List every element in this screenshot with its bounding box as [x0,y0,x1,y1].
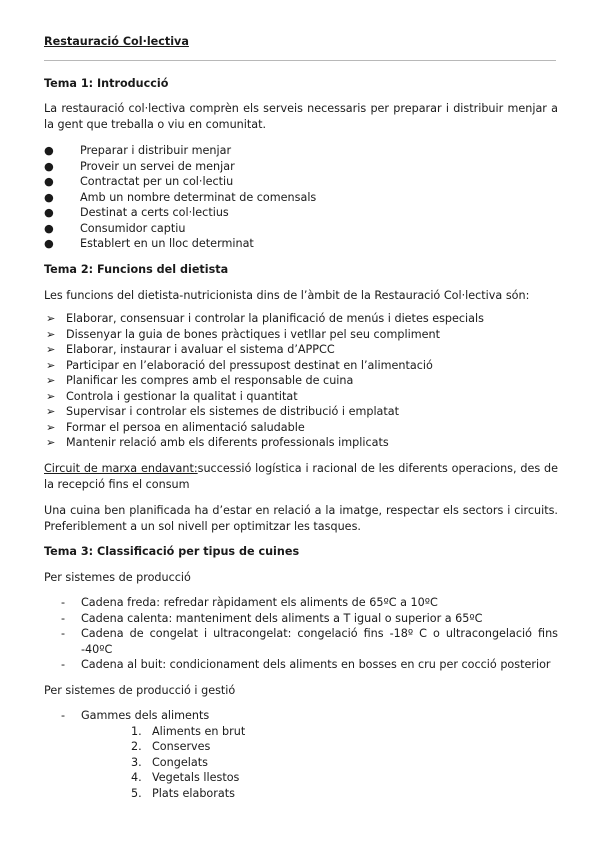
list-item: ● Preparar i distribuir menjar [44,144,232,157]
arrow-bullet-icon: ➢ [46,389,56,403]
tema2-list [44,311,559,451]
bullet-icon: ● [44,206,54,219]
arrow-bullet-icon: ➢ [46,420,56,434]
bullet-icon: ● [44,190,54,204]
list-item: ● Consumidor captiu [44,221,186,235]
list-item: - Gammes dels aliments [61,709,210,722]
list-item: ● Proveir un servei de menjar [44,159,235,173]
dash-bullet-icon: - [61,596,66,609]
list-item: ● Amb un nombre determinat de comensals [44,190,317,204]
header-divider [44,60,556,61]
tema3-subheading-production: Per sistemes de producció [44,571,191,584]
list-item: ● Contractat per un col·lectiu [44,175,234,188]
arrow-bullet-icon: ➢ [46,358,56,372]
tema1-intro: La restauració col·lectiva comprèn els serveis necessaris per preparar i distribuir menjar a la gent que treballa o viu en comunitat. [44,102,558,131]
tema1-list [44,143,559,252]
list-item: ➢ Formar el persoa en alimentació saludable [46,420,305,434]
gammes-list [44,708,559,801]
circuit-definition: successió logística i racional de les diferents operacions, des de la recepció fins el consum [44,462,558,491]
bullet-icon: ● [44,175,54,188]
arrow-bullet-icon: ➢ [46,312,56,325]
circuit-paragraph [44,461,558,492]
tema3-heading: Tema 3: Classificació per tipus de cuines [44,545,300,558]
list-item: 1. Aliments en brut [131,724,246,738]
document-title: Restauració Col·lectiva [44,35,189,48]
list-item: 5. Plats elaborats [131,786,235,800]
list-item: ➢ Participar en l’elaboració del pressupost destinat en l’alimentació [46,358,433,372]
arrow-bullet-icon: ➢ [46,436,56,449]
dash-bullet-icon: - [61,611,66,625]
tema2-heading: Tema 2: Funcions del dietista [44,263,229,276]
list-item: - Cadena calenta: manteniment dels aliments a T igual o superior a 65ºC [61,611,483,625]
list-item: ➢ Mantenir relació amb els diferents professionals implicats [46,436,389,449]
list-item: ➢ Controla i gestionar la qualitat i quantitat [46,389,298,403]
bullet-icon: ● [44,144,54,157]
arrow-bullet-icon: ➢ [46,327,56,341]
tema2-intro: Les funcions del dietista-nutricionista dins de l’àmbit de la Restauració Col·lectiva són: [44,289,530,302]
list-item: ➢ Dissenyar la guia de bones pràctiques i vetllar pel seu compliment [46,327,440,341]
bullet-icon: ● [44,237,54,250]
arrow-bullet-icon: ➢ [46,374,56,387]
tema3-subheading-management: Per sistemes de producció i gestió [44,684,236,697]
list-item: - Cadena de congelat i ultracongelat: congelació fins -18º C o ultracongelació fins -40ºC [61,627,558,656]
production-list [44,595,559,673]
list-item: ➢ Planificar les compres amb el responsable de cuina [46,374,354,387]
list-item: 3. Congelats [131,755,208,769]
arrow-bullet-icon: ➢ [46,343,56,356]
bullet-icon: ● [44,159,54,173]
list-item: ● Destinat a certs col·lectius [44,206,229,219]
list-item: ➢ Elaborar, consensuar i controlar la planificació de menús i dietes especials [46,312,484,325]
list-item: - Cadena freda: refredar ràpidament els aliments de 65ºC a 10ºC [61,596,438,609]
dash-bullet-icon: - [61,709,66,722]
arrow-bullet-icon: ➢ [46,405,56,418]
bullet-icon: ● [44,221,54,235]
cuina-paragraph: Una cuina ben planificada ha d’estar en relació a la imatge, respectar els sectors i circuits. Preferiblement a un sol nivell per optimitzar les tasques. [44,504,558,533]
dash-bullet-icon: - [61,627,66,640]
list-item: ➢ Elaborar, instaurar i avaluar el sistema d’APPCC [46,343,335,356]
tema1-heading: Tema 1: Introducció [44,77,169,90]
list-item: ● Establert en un lloc determinat [44,237,254,250]
circuit-term: Circuit de marxa endavant: [44,462,198,475]
dash-bullet-icon: - [61,658,66,671]
list-item: 4. Vegetals llestos [131,771,240,784]
list-item: ➢ Supervisar i controlar els sistemes de distribució i emplatat [46,405,400,418]
list-item: 2. Conserves [131,740,211,753]
list-item: - Cadena al buit: condicionament dels aliments en bosses en cru per cocció posterior [61,658,551,671]
